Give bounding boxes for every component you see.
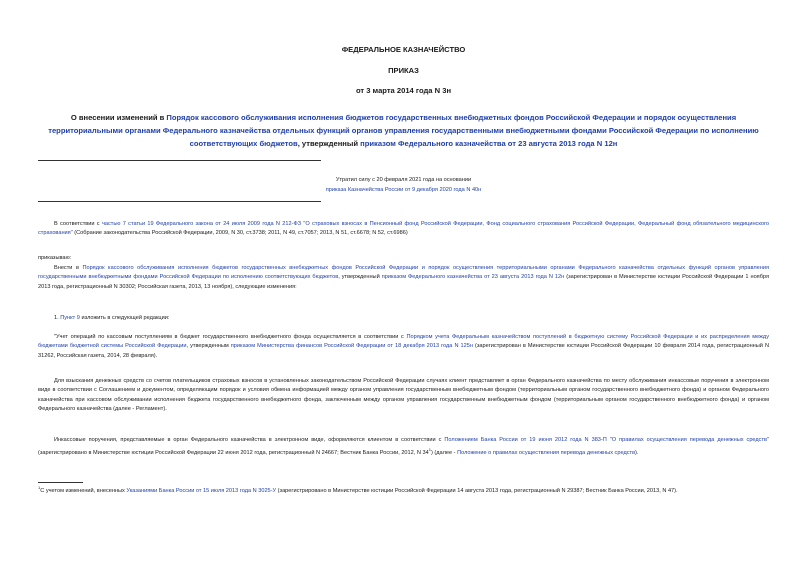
paragraph-basis bbox=[38, 220, 769, 239]
paragraph-payment-orders bbox=[38, 436, 769, 458]
paragraph-accounting bbox=[38, 333, 769, 361]
paragraph-text: Внести в bbox=[54, 265, 83, 271]
law-link[interactable]: частью 7 статьи 19 Федерального закона от 24 июля 2009 года N 212-ФЗ "О страховых взносах в Пенсионный фонд Российской Федерации, Фонд социального страхования Российской Федерации, Федеральный фонд обязательного медицинского страхования" bbox=[38, 221, 769, 237]
status-link[interactable]: приказа Казначейства России от 9 декабря 2020 года N 40н bbox=[325, 187, 482, 193]
title-link-procedure[interactable]: Порядок кассового обслуживания исполнения бюджетов государственных внебюджетных фондов Российской Федерации и порядок осуществления территориальными органами Федерального казначейства отдельных функций органов управления государственными внебюджетными фондами Российской Федерации по исполнению соответствующих бюджетов bbox=[48, 113, 759, 148]
item-9-link[interactable]: Пункт 9 bbox=[60, 315, 80, 321]
footnote-link[interactable]: Указаниями Банка России от 15 июля 2013 года N 3025-У bbox=[126, 487, 277, 494]
title-link-order[interactable]: приказом Федерального казначейства от 23 августа 2013 года N 12н bbox=[360, 138, 618, 148]
paragraph-text: (зарегистрирован в Министерстве юстиции Российской Федерации 10 февраля 2014 года, регистрационный N 31262, Российская газета, 2014, 28 февраля). bbox=[38, 343, 769, 359]
order-date: от 3 марта 2014 года N 3н bbox=[355, 86, 452, 95]
paragraph-text: "Учет операций по кассовым поступлениям в бюджет государственного внебюджетного фонда осуществляется в соответствии с bbox=[54, 334, 407, 340]
procedure-link[interactable]: Порядок кассового обслуживания исполнения бюджетов государственных внебюджетных фондов Российской Федерации и порядок осуществления территориальными органами Федерального казначейства отдельных функций органов управления государственными внебюджетными фондами Российской Федерации по исполнению соответствующих бюджетов bbox=[38, 265, 769, 281]
footnote bbox=[38, 483, 769, 496]
title-text: О внесении изменений в bbox=[70, 113, 167, 122]
paragraph-amend bbox=[38, 264, 769, 292]
minfin-order-link[interactable]: приказом Министерства финансов Российской Федерации от 18 декабря 2013 года N 125н bbox=[230, 343, 473, 350]
paragraph-collection: Для взыскания денежных средств со счетов плательщиков страховых взносов в установленных законодательством Российской Федерации случаях клиент представляет в орган Федерального казначейства по месту обслуживания инкассовые поручения в электронном виде в соответствии с Соглашением и документом, определяющим порядок и условия обмена информацией между органом управления государственным внебюджетным фондом (территориальным органом государственного внебюджетного фонда) и органом Федерального казначейства при кассовом обслуживании исполнения бюджета государственного внебюджетного фонда, заключенным между органом управления государственным внебюджетным фондом (территориальным органом государственного внебюджетного фонда) и органом Федерального казначейства (далее - Регламент). bbox=[38, 378, 769, 412]
divider-top bbox=[38, 160, 321, 161]
transfer-rules-link[interactable]: Положение о правилах осуществления перевода денежных средств bbox=[457, 450, 636, 457]
paragraph-item-1 bbox=[38, 314, 769, 323]
paragraph-text: Инкассовые поручения, представляемые в орган Федерального казначейства в электронном виде, оформляются клиентом в соответствии с bbox=[54, 437, 445, 443]
paragraph-text: 1. bbox=[54, 315, 61, 321]
footnote-marker[interactable]: 1 bbox=[428, 447, 431, 453]
document-title bbox=[45, 112, 762, 150]
paragraph-text: В соответствии с bbox=[54, 221, 102, 227]
bank-regulation-link[interactable]: Положением Банка России от 19 июня 2012 года N 383-П "О правилах осуществления перевода денежных средств" bbox=[444, 437, 769, 443]
footnote-number: 1 bbox=[38, 485, 41, 490]
status-text: Утратил силу с 20 февраля 2021 года на основании bbox=[335, 177, 472, 183]
divider-bottom bbox=[38, 201, 321, 202]
paragraph-text: ). bbox=[635, 450, 639, 457]
paragraph-text: изложить в следующей редакции: bbox=[79, 315, 170, 321]
paragraph-text: , утвержденным bbox=[186, 343, 231, 350]
accounting-procedure-link[interactable]: Порядком учета Федеральным казначейством поступлений в бюджетную систему Российской Федерации и их распределения между бюджетами бюджетной системы Российской Федерации bbox=[38, 334, 769, 350]
status-note bbox=[0, 175, 807, 195]
order-12n-link[interactable]: приказом Федерального казначейства от 23 августа 2013 года N 12н bbox=[381, 274, 565, 281]
paragraph-text: , утвержденный bbox=[338, 274, 382, 281]
agency-heading: ФЕДЕРАЛЬНОЕ КАЗНАЧЕЙСТВО bbox=[341, 45, 466, 54]
paragraph-text: ) (далее - bbox=[430, 450, 458, 457]
paragraph-order-word: приказываю: bbox=[38, 255, 72, 261]
paragraph-text: (Собрание законодательства Российской Федерации, 2009, N 30, ст.3738; 2011, N 49, ст.7057; 2013, N 51, ст.6678; N 52, ст.6986) bbox=[72, 230, 408, 237]
title-text-2: , утвержденный bbox=[297, 138, 361, 148]
footnote-text: С учетом изменений, внесенных bbox=[40, 487, 127, 494]
paragraph-text: (зарегистрирован в Министерстве юстиции Российской Федерации 1 ноября 2013 года, регистрационный N 30302; Российская газета, 2013, 13 ноября), следующие изменения: bbox=[38, 274, 769, 290]
order-heading: ПРИКАЗ bbox=[388, 66, 419, 75]
paragraph-text: (зарегистрировано в Министерстве юстиции Российской Федерации 22 июня 2012 года, регистрационный N 24667; Вестник Банка России, 2012, N 34 bbox=[38, 450, 429, 457]
footnote-text: (зарегистрировано в Министерстве юстиции Российской Федерации 14 августа 2013 года, регистрационный N 29387; Вестник Банка России, 2013, N 47). bbox=[276, 487, 678, 494]
